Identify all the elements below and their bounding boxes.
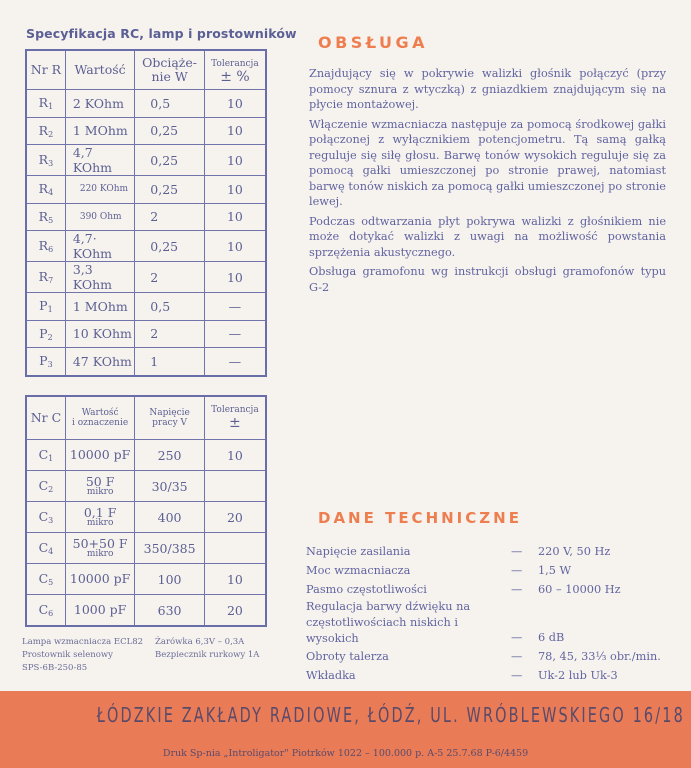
table-row bbox=[26, 502, 266, 533]
cell-load: 2 bbox=[135, 262, 205, 293]
tech-row bbox=[306, 561, 686, 580]
table-row bbox=[26, 145, 266, 176]
symbol: C bbox=[38, 447, 49, 462]
header-tol-line1: Tolerancja bbox=[211, 58, 259, 69]
symbol: R bbox=[38, 122, 49, 138]
header-load-line2: nie W bbox=[151, 69, 188, 84]
cell-voltage: 630 bbox=[135, 595, 205, 627]
symbol-index: 4 bbox=[48, 188, 54, 198]
symbol-index: 5 bbox=[48, 215, 54, 225]
note-fuse: Bezpiecznik rurkowy 1A bbox=[155, 650, 260, 660]
cell-tolerance: 10 bbox=[204, 231, 266, 262]
header-value: Wartość bbox=[65, 50, 134, 90]
header-tol-line2: ± % bbox=[220, 69, 250, 86]
obsluga-paragraph: Obsługa gramofonu wg instrukcji obsługi gramofonów typu G-2 bbox=[309, 265, 666, 294]
cell-value bbox=[65, 502, 134, 533]
cell-tolerance: — bbox=[204, 293, 266, 321]
cell-tolerance: 10 bbox=[204, 262, 266, 293]
cell-nr bbox=[26, 145, 65, 176]
table-row bbox=[26, 176, 266, 204]
tech-label: Moc wzmacniacza bbox=[306, 564, 411, 577]
symbol: C bbox=[38, 540, 49, 555]
header-tol-line1: Tolerancja bbox=[211, 404, 259, 415]
note-lamp: Lampa wzmacniacza ECL82 bbox=[22, 637, 144, 647]
header-nr: Nr C bbox=[26, 396, 65, 440]
cell-value: 390 Ohm bbox=[65, 203, 134, 231]
cell-load: 0,25 bbox=[135, 117, 205, 145]
tech-label: Obroty talerza bbox=[306, 650, 389, 663]
obsluga-paragraph: Włączenie wzmacniacza następuje za pomocą środkowej gałki połączonej z wyłącznikiem potencjometru. Tą samą gałką reguluje się siłę głosu. Barwę tonów wysokich reguluje się za pomocą gałki umieszczonej po stronie prawej, natomiast barwę tonów niskich za pomocą gałki umieszczonej po stronie lewej. bbox=[309, 117, 666, 208]
tech-row bbox=[306, 647, 686, 666]
header-voltage bbox=[135, 396, 205, 440]
tech-label: Wkładka bbox=[306, 669, 356, 682]
value-text: 1000 pF bbox=[73, 602, 127, 618]
company-address: ŁÓDZKIE ZAKŁADY RADIOWE, ŁÓDŹ, UL. WRÓBLEWSKIEGO 16/18 bbox=[96, 703, 685, 727]
obsluga-paragraph: Podczas odtwarzania płyt pokrywa walizki z głośnikiem nie może dotykać walizki z uwagi na możliwość powstania sprzężenia akustycznego. bbox=[309, 214, 666, 259]
header-nr: Nr R bbox=[26, 50, 65, 90]
cell-tolerance: 10 bbox=[204, 117, 266, 145]
obsluga-heading: OBSŁUGA bbox=[318, 33, 429, 52]
cell-value bbox=[65, 564, 134, 595]
tech-row bbox=[306, 599, 686, 647]
cell-tolerance: 20 bbox=[204, 502, 266, 533]
technical-data-list bbox=[306, 542, 686, 685]
symbol: C bbox=[38, 602, 49, 617]
cell-load: 0,25 bbox=[135, 231, 205, 262]
cell-value: 47 KOhm bbox=[65, 348, 134, 376]
header-voltage-line1: Napięcie bbox=[149, 407, 190, 418]
symbol-index: 2 bbox=[48, 129, 54, 139]
spec-title: Specyfikacja RC, lamp i prostowników bbox=[26, 26, 297, 41]
symbol-index: 1 bbox=[47, 305, 53, 315]
cell-nr bbox=[26, 595, 65, 627]
tech-dash: — bbox=[511, 564, 523, 577]
resistor-table bbox=[25, 49, 267, 377]
symbol: P bbox=[39, 298, 48, 314]
symbol-index: 2 bbox=[47, 332, 53, 342]
table-row bbox=[26, 117, 266, 145]
value-unit: mikro bbox=[86, 517, 114, 528]
cell-nr bbox=[26, 231, 65, 262]
symbol: R bbox=[38, 152, 49, 167]
symbol-index: 1 bbox=[48, 102, 54, 112]
symbol: R bbox=[38, 238, 49, 253]
note-rectifier: Prostownik selenowy bbox=[22, 650, 113, 660]
cell-voltage: 400 bbox=[135, 502, 205, 533]
cell-nr bbox=[26, 564, 65, 595]
obsluga-text bbox=[309, 66, 666, 299]
cell-tolerance: 10 bbox=[204, 203, 266, 231]
tech-value: 220 V, 50 Hz bbox=[538, 545, 611, 558]
table-row bbox=[26, 471, 266, 502]
cell-tolerance: — bbox=[204, 320, 266, 348]
header-value-line1: Wartość bbox=[81, 407, 119, 418]
table-row bbox=[26, 348, 266, 376]
obsluga-paragraph: Znajdujący się w pokrywie walizki głośnik połączyć (przy pomocy sznura z wtyczką) z gniazdkiem znajdującym się na płycie montażowej. bbox=[309, 67, 666, 111]
cell-load: 0,25 bbox=[135, 145, 205, 176]
notes-right bbox=[155, 636, 259, 662]
symbol: P bbox=[39, 353, 48, 369]
symbol-index: 6 bbox=[48, 245, 54, 254]
note-rectifier-model: SPS-6B-250-85 bbox=[22, 663, 88, 673]
symbol-index: 3 bbox=[47, 360, 53, 370]
symbol-index: 2 bbox=[48, 485, 54, 494]
cell-voltage: 350/385 bbox=[135, 533, 205, 564]
tech-dash: — bbox=[511, 650, 523, 663]
table-row bbox=[26, 231, 266, 262]
symbol: R bbox=[38, 181, 49, 197]
tech-dash: — bbox=[511, 545, 523, 558]
cell-load: 0,5 bbox=[135, 293, 205, 321]
value-text: 50 F bbox=[85, 473, 115, 489]
table-row bbox=[26, 533, 266, 564]
cell-tolerance: 10 bbox=[204, 90, 266, 118]
cell-load: 1 bbox=[135, 348, 205, 376]
value-unit: mikro bbox=[86, 548, 114, 559]
print-info: Druk Sp-nia „Introligator" Piotrków 1022 – 100.000 p. A-5 25.7.68 P-6/4459 bbox=[162, 748, 529, 759]
tech-row bbox=[306, 542, 686, 561]
cell-nr bbox=[26, 203, 65, 231]
cell-nr bbox=[26, 320, 65, 348]
cell-tolerance: 20 bbox=[204, 595, 266, 627]
cell-value: 4,7· KOhm bbox=[65, 231, 134, 262]
tech-row bbox=[306, 666, 686, 685]
cell-voltage: 250 bbox=[135, 440, 205, 471]
tech-dash: — bbox=[511, 631, 523, 644]
table-row bbox=[26, 293, 266, 321]
resistor-table-header bbox=[26, 50, 266, 90]
capacitor-table-header bbox=[26, 396, 266, 440]
header-value-line2: i oznaczenie bbox=[72, 418, 129, 428]
tech-dash: — bbox=[511, 669, 523, 682]
symbol: C bbox=[38, 571, 49, 586]
tech-value: 6 dB bbox=[538, 631, 565, 644]
tech-value: 60 – 10000 Hz bbox=[538, 583, 621, 596]
header-voltage-line2: pracy V bbox=[152, 418, 188, 428]
cell-tolerance: 10 bbox=[204, 440, 266, 471]
cell-value: 220 KOhm bbox=[65, 176, 134, 204]
note-bulb: Żarówka 6,3V – 0,3A bbox=[155, 637, 245, 647]
cell-nr bbox=[26, 502, 65, 533]
tech-row bbox=[306, 580, 686, 599]
cell-nr bbox=[26, 533, 65, 564]
value-text: 0,1 F bbox=[83, 504, 117, 520]
symbol-index: 4 bbox=[48, 547, 54, 556]
cell-load: 2 bbox=[135, 320, 205, 348]
symbol-index: 5 bbox=[48, 578, 54, 587]
symbol: P bbox=[39, 325, 48, 341]
cell-value bbox=[65, 471, 134, 502]
symbol: C bbox=[38, 509, 49, 524]
table-row bbox=[26, 564, 266, 595]
tech-label: Napięcie zasilania bbox=[306, 545, 411, 558]
tech-label: Regulacja barwy dźwięku na częstotliwościach niskich i wysokich bbox=[306, 600, 471, 645]
cell-value: 1 MOhm bbox=[65, 117, 134, 145]
tech-value: 78, 45, 33⅓ obr./min. bbox=[538, 650, 661, 663]
header-tolerance bbox=[204, 396, 266, 440]
cell-nr bbox=[26, 262, 65, 293]
cell-value: 3,3 KOhm bbox=[65, 262, 134, 293]
cell-tolerance: 10 bbox=[204, 176, 266, 204]
dane-heading: DANE TECHNICZNE bbox=[318, 509, 522, 527]
footer-banner bbox=[0, 691, 691, 768]
capacitor-table bbox=[25, 395, 267, 627]
tech-dash: — bbox=[511, 583, 523, 596]
header-value bbox=[65, 396, 134, 440]
cell-value bbox=[65, 440, 134, 471]
header-tol-line2: ± bbox=[229, 415, 241, 432]
header-tolerance bbox=[204, 50, 266, 90]
cell-tolerance: 10 bbox=[204, 564, 266, 595]
cell-nr bbox=[26, 117, 65, 145]
header-load bbox=[135, 50, 205, 90]
cell-value: 2 KOhm bbox=[65, 90, 134, 118]
cell-value bbox=[65, 595, 134, 627]
table-row bbox=[26, 90, 266, 118]
symbol: R bbox=[38, 208, 49, 224]
cell-nr bbox=[26, 176, 65, 204]
symbol-index: 3 bbox=[48, 159, 54, 168]
symbol-index: 6 bbox=[48, 609, 54, 618]
symbol-index: 7 bbox=[48, 276, 54, 285]
table-row bbox=[26, 262, 266, 293]
cell-load: 2 bbox=[135, 203, 205, 231]
symbol: C bbox=[38, 478, 49, 493]
cell-load: 0,5 bbox=[135, 90, 205, 118]
cell-tolerance: — bbox=[204, 348, 266, 376]
cell-voltage: 30/35 bbox=[135, 471, 205, 502]
cell-value: 4,7 KOhm bbox=[65, 145, 134, 176]
cell-nr bbox=[26, 471, 65, 502]
symbol-index: 3 bbox=[48, 516, 54, 525]
cell-nr bbox=[26, 440, 65, 471]
cell-value bbox=[65, 533, 134, 564]
tech-value: Uk-2 lub Uk-3 bbox=[538, 669, 618, 682]
value-text: 10000 pF bbox=[69, 447, 131, 463]
cell-tolerance bbox=[204, 533, 266, 564]
table-row bbox=[26, 320, 266, 348]
tech-label: Pasmo częstotliwości bbox=[306, 583, 427, 596]
table-row bbox=[26, 595, 266, 627]
value-text: 10000 pF bbox=[69, 571, 131, 587]
cell-nr bbox=[26, 293, 65, 321]
symbol-index: 1 bbox=[48, 454, 54, 463]
cell-tolerance bbox=[204, 471, 266, 502]
table-row bbox=[26, 440, 266, 471]
symbol: R bbox=[38, 269, 49, 284]
notes-left bbox=[22, 636, 143, 675]
cell-tolerance: 10 bbox=[204, 145, 266, 176]
cell-nr bbox=[26, 90, 65, 118]
cell-nr bbox=[26, 348, 65, 376]
value-text: 50+50 F bbox=[72, 535, 128, 551]
tech-value: 1,5 W bbox=[538, 564, 572, 577]
value-unit: mikro bbox=[86, 486, 114, 497]
cell-value: 10 KOhm bbox=[65, 320, 134, 348]
cell-value: 1 MOhm bbox=[65, 293, 134, 321]
symbol: R bbox=[38, 95, 49, 111]
table-row bbox=[26, 203, 266, 231]
header-load-line1: Obciąże- bbox=[142, 54, 198, 70]
cell-voltage: 100 bbox=[135, 564, 205, 595]
cell-load: 0,25 bbox=[135, 176, 205, 204]
